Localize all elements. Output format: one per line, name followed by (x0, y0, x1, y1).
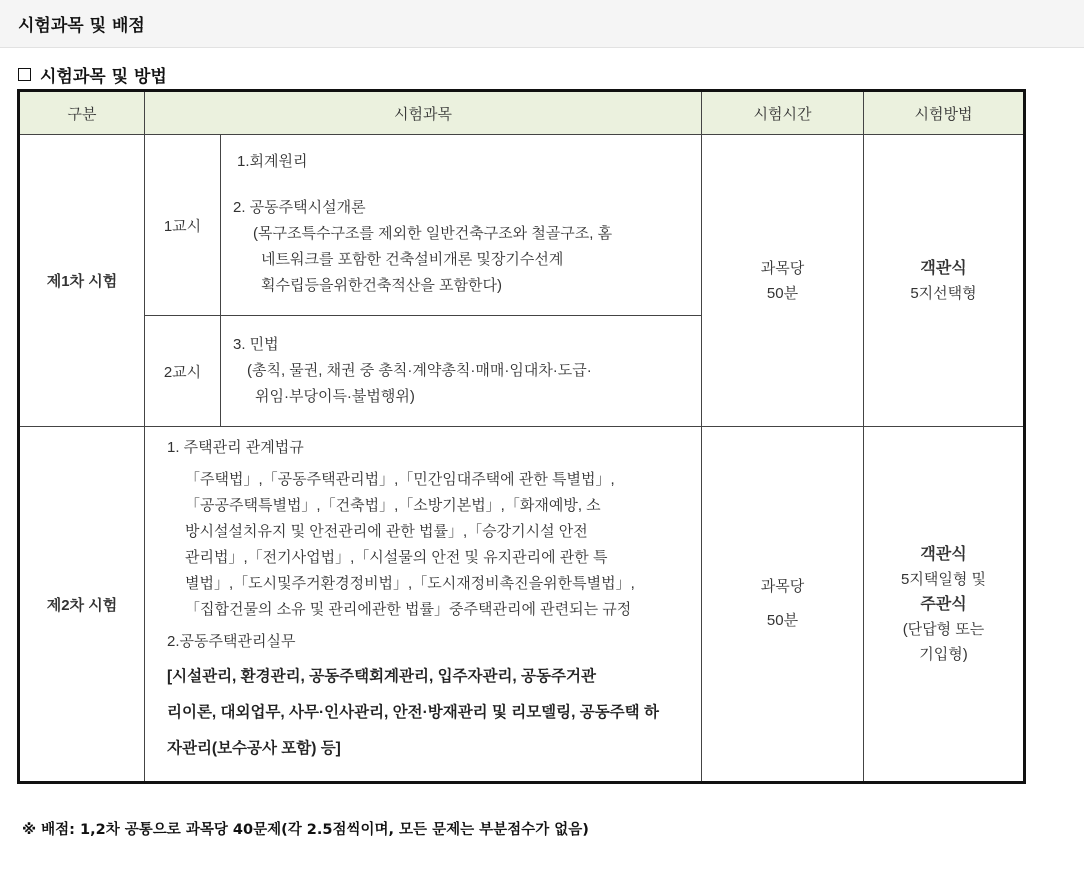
round1-time-line1: 과목당 (760, 259, 805, 277)
round1-method-text: 5지선택형 (910, 284, 977, 302)
subject-law-desc-3: 방시설설치유지 및 안전관리에 관한 법률」,「승강기시설 안전 (185, 523, 588, 540)
subject-law-desc-2: 「공공주택특별법」,「건축법」,「소방기본법」,「화재예방, 소 (185, 497, 601, 514)
header-method: 시험방법 (864, 91, 1025, 135)
subject-civil-law-desc-2: 위임·부당이득·불법행위) (255, 388, 415, 405)
round1-time-line2: 50분 (766, 284, 799, 302)
round2-method-text3: 기입형) (919, 645, 968, 663)
period2-label: 2교시 (145, 316, 221, 427)
round2-method (864, 427, 1025, 783)
round1-time (702, 135, 864, 427)
round2-subjects (145, 427, 702, 783)
exam-table (17, 89, 1026, 784)
period1-label: 1교시 (145, 135, 221, 316)
subject-civil-law-title: 3. 민법 (233, 336, 279, 353)
subject-civil-law-desc-1: (총칙, 물권, 채권 중 총칙·계약총칙·매매·임대차·도급· (247, 362, 592, 379)
section-title (18, 62, 167, 87)
subject-law-desc-5: 별법」,「도시및주거환경정비법」,「도시재정비촉진을위한특별법」, (185, 575, 635, 592)
subject-practice-desc-1: [시설관리, 환경관리, 공동주택회계관리, 입주자관리, 공동주거관 (167, 668, 596, 685)
subject-practice-desc-2: 리이론, 대외업무, 사무·인사관리, 안전·방재관리 및 리모델링, 공동주택 하 (167, 704, 659, 721)
round2-method-bold1: 객관식 (920, 545, 967, 563)
checkbox-square-icon (18, 68, 31, 81)
subject-housing-facilities-title: 2. 공동주택시설개론 (233, 199, 366, 216)
round1-method-bold: 객관식 (920, 259, 967, 277)
header-subject: 시험과목 (145, 91, 702, 135)
page-title: 시험과목 및 배점 (18, 16, 145, 36)
page-header (0, 0, 1084, 48)
scoring-footnote: ※ 배점: 1,2차 공통으로 과목당 40문제(각 2.5점씩이며, 모든 문제는 부분점수가 없음) (22, 822, 589, 838)
header-category: 구분 (19, 91, 145, 135)
table-row-round2 (19, 427, 1025, 783)
table-row-round1-period1 (19, 135, 1025, 316)
round1-label: 제1차 시험 (19, 135, 145, 427)
round2-method-text1: 5지택일형 및 (901, 570, 986, 588)
round1-method (864, 135, 1025, 427)
subject-housing-facilities-desc-1: (목구조특수구조를 제외한 일반건축구조와 철골구조, 홈 (253, 225, 613, 242)
table-header-row (19, 91, 1025, 135)
subject-law-title: 1. 주택관리 관계법규 (167, 439, 304, 456)
header-time: 시험시간 (702, 91, 864, 135)
round2-time-line2: 50분 (766, 612, 799, 629)
period1-subjects (221, 135, 702, 316)
subject-practice-desc-3: 자관리(보수공사 포함) 등] (167, 740, 341, 757)
subject-practice-title: 2.공동주택관리실무 (167, 633, 296, 650)
subject-housing-facilities-desc-2: 네트워크를 포함한 건축설비개론 및장기수선계 (261, 251, 564, 268)
round2-time-line1: 과목당 (760, 578, 805, 595)
subject-law-desc-4: 관리법」,「전기사업법」,「시설물의 안전 및 유지관리에 관한 특 (185, 549, 608, 566)
subject-accounting: 1.회계원리 (237, 153, 308, 170)
round2-time (702, 427, 864, 783)
section-title-text: 시험과목 및 방법 (40, 67, 167, 87)
period2-subjects (221, 316, 702, 427)
round2-method-bold2: 주관식 (920, 595, 967, 613)
subject-law-desc-1: 「주택법」,「공동주택관리법」,「민간임대주택에 관한 특별법」, (185, 471, 615, 488)
subject-housing-facilities-desc-3: 획수립등을위한건축적산을 포함한다) (261, 277, 503, 294)
round2-label: 제2차 시험 (19, 427, 145, 783)
round2-method-text2: (단답형 또는 (902, 620, 985, 638)
subject-law-desc-6: 「집합건물의 소유 및 관리에관한 법률」중주택관리에 관련되는 규정 (185, 601, 632, 618)
